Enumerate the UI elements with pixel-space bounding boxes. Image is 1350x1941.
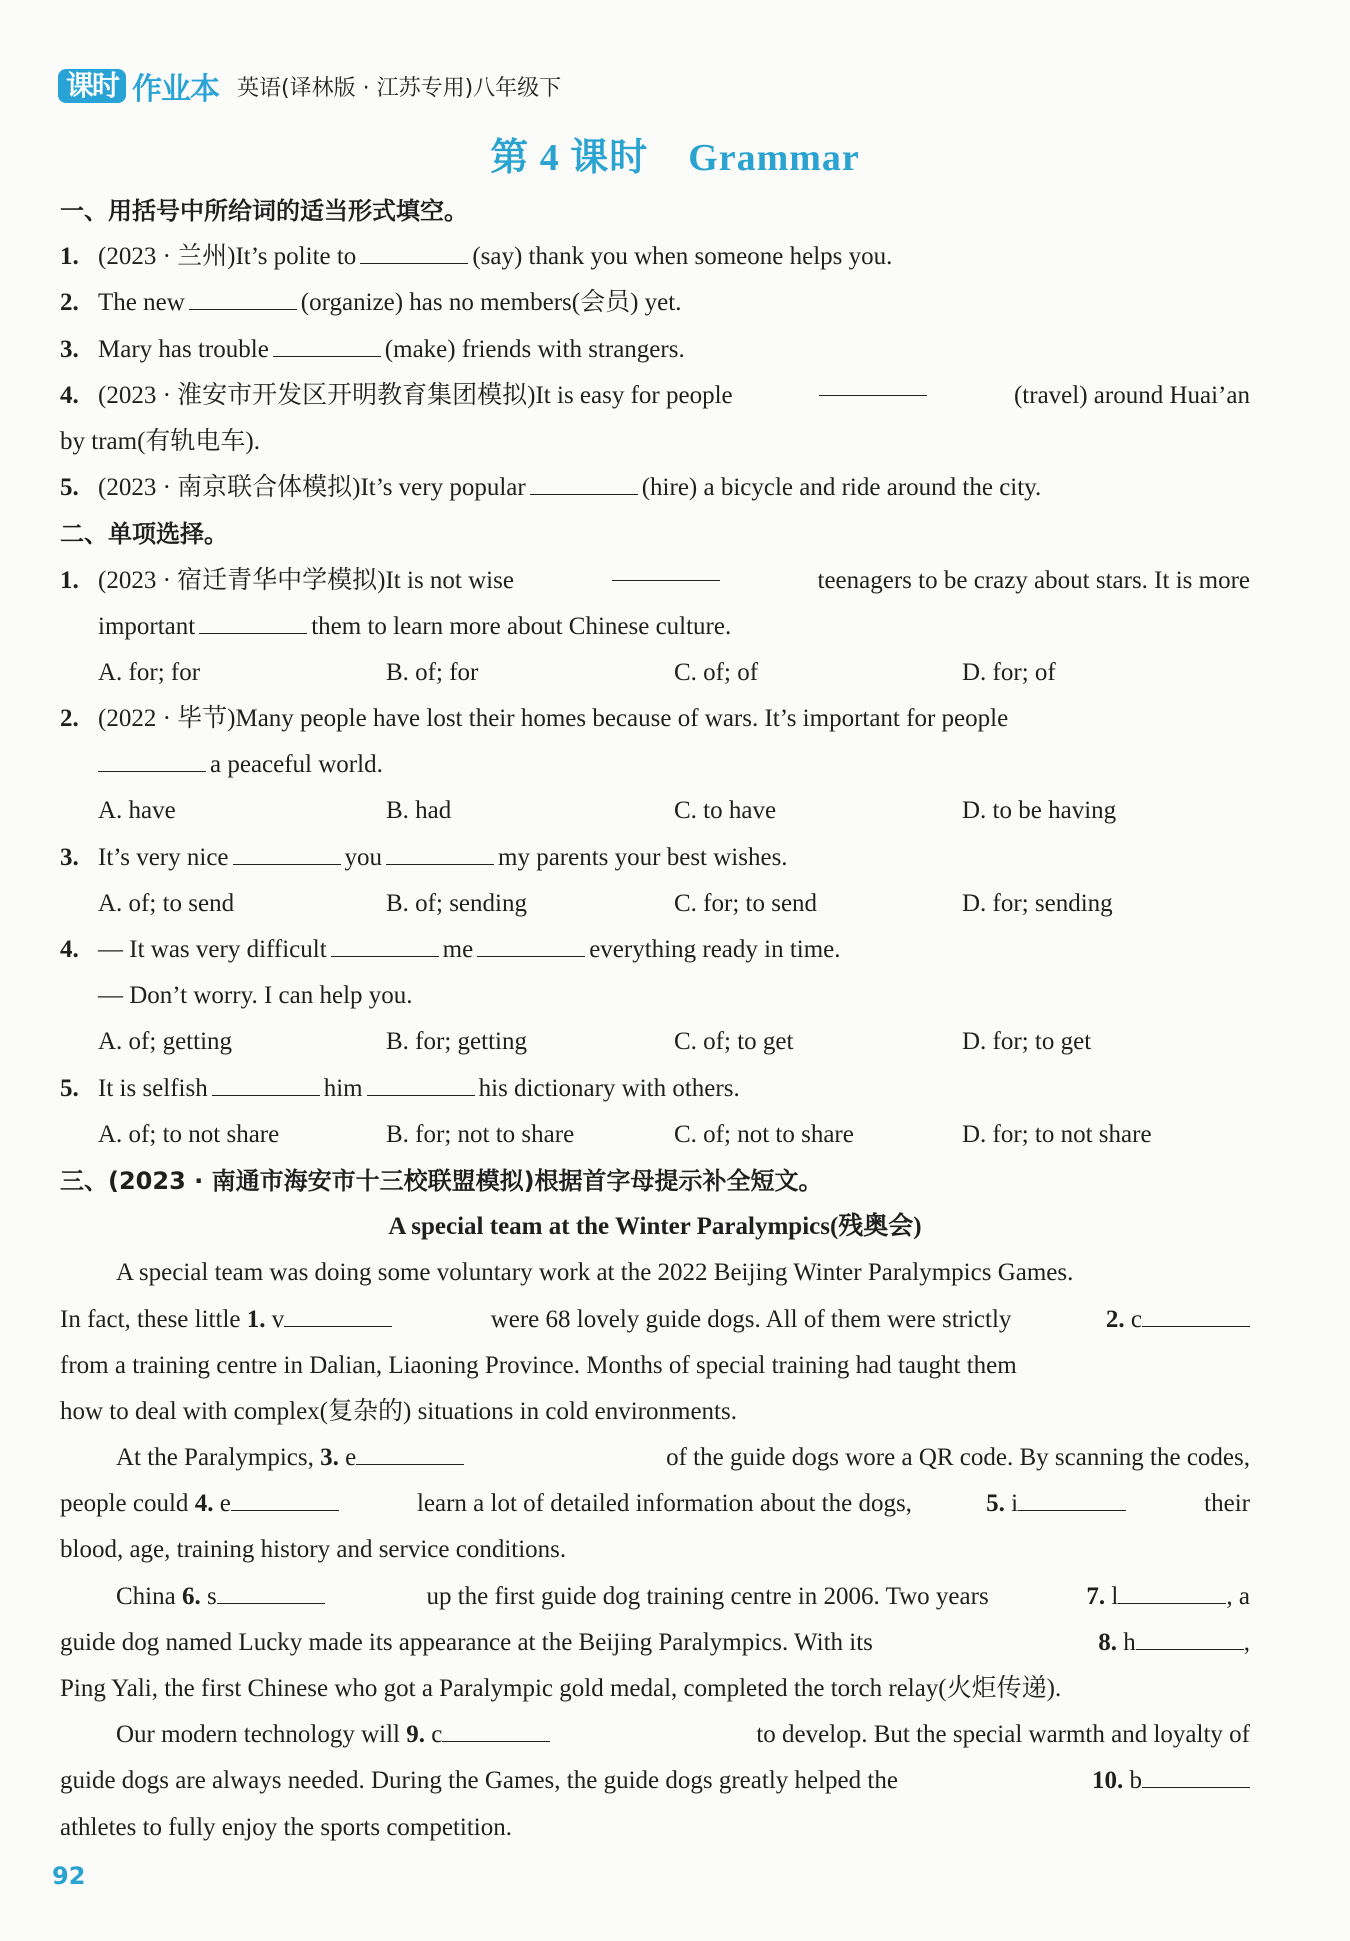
option-c[interactable]: C. of; not to share (674, 1120, 854, 1148)
question-line (60, 234, 1250, 280)
blank-number: 10. (1092, 1767, 1124, 1795)
question-text: a peaceful world. (210, 751, 383, 779)
option-b[interactable]: B. of; sending (386, 889, 527, 917)
logo-text: 作业本 (132, 72, 220, 107)
option-a[interactable]: A. have (98, 797, 176, 825)
page-title (0, 126, 1350, 181)
initial-letter: c (1130, 1305, 1142, 1333)
passage-text: up the first guide dog training centre in 2006. Two years (426, 1582, 989, 1610)
page-number: 92 (52, 1862, 86, 1890)
answer-blank[interactable] (367, 1073, 475, 1096)
logo-box: 课时 (58, 69, 126, 103)
answer-blank[interactable] (1018, 1488, 1126, 1511)
question-text: them to learn more about Chinese culture. (311, 612, 732, 640)
question-line (60, 1066, 1250, 1112)
initial-letter: l (1111, 1582, 1119, 1610)
option-b[interactable]: B. had (386, 797, 452, 825)
question-number: 4. (60, 936, 79, 963)
passage-line (60, 1620, 1250, 1666)
question-text: my parents your best wishes. (498, 843, 788, 871)
option-d[interactable]: D. for; to get (962, 1028, 1092, 1056)
answer-blank[interactable] (1118, 1581, 1226, 1604)
blank-number: 7. (1086, 1582, 1106, 1610)
passage-line: blood, age, training history and service conditions. (60, 1536, 567, 1564)
initial-letter: s (206, 1582, 217, 1610)
passage-text: were 68 lovely guide dogs. All of them were strictly (490, 1305, 1012, 1333)
question-number: 1. (60, 566, 79, 594)
blank-number: 3. (320, 1444, 339, 1472)
question-line (60, 696, 1250, 742)
passage-text: In fact, these little (60, 1305, 241, 1333)
question-text: (2023 · 淮安市开发区开明教育集团模拟)It is easy for people (98, 381, 733, 409)
answer-blank[interactable] (386, 842, 494, 865)
initial-letter: e (345, 1444, 357, 1472)
answer-blank[interactable] (284, 1304, 392, 1327)
question-text: It is selfish (98, 1074, 208, 1102)
passage-line (60, 1758, 1250, 1804)
question-text: (travel) around Huai’an (1013, 381, 1250, 409)
option-c[interactable]: C. of; of (674, 658, 759, 686)
answer-blank[interactable] (612, 558, 720, 581)
question-text: (hire) a bicycle and ride around the city. (641, 474, 1042, 502)
options-row (60, 650, 1250, 696)
question-line (60, 280, 1250, 326)
passage-line (60, 1712, 1250, 1758)
passage-text: , a (1226, 1582, 1250, 1610)
passage-line (60, 1435, 1250, 1481)
option-d[interactable]: D. for; to not share (962, 1120, 1152, 1148)
question-number: 3. (60, 335, 79, 363)
passage-text: to develop. But the special warmth and loyalty of (756, 1721, 1250, 1749)
question-line-continued (60, 604, 1250, 650)
answer-blank[interactable] (331, 934, 439, 957)
question-text: It’s very nice (98, 843, 229, 871)
answer-blank[interactable] (477, 934, 585, 957)
question-text: — It was very difficult (98, 936, 327, 963)
section-heading: 二、单项选择。 (60, 520, 228, 549)
option-c[interactable]: C. for; to send (674, 889, 818, 917)
question-text: teenagers to be crazy about stars. It is more (817, 566, 1250, 594)
passage-text: China (116, 1582, 176, 1610)
option-d[interactable]: D. for; of (962, 658, 1056, 686)
question-text: everything ready in time. (589, 936, 841, 963)
option-a[interactable]: A. of; to send (98, 889, 235, 917)
answer-blank[interactable] (199, 611, 307, 634)
question-line-continued: by tram(有轨电车). (60, 427, 260, 455)
question-text: me (442, 936, 474, 963)
question-text: Mary has trouble (98, 335, 269, 363)
question-line (60, 835, 1250, 881)
section-heading: 一、用括号中所给词的适当形式填空。 (60, 197, 468, 225)
option-a[interactable]: A. of; to not share (98, 1120, 280, 1148)
question-number: 5. (60, 474, 79, 502)
passage-line (60, 1481, 1250, 1527)
answer-blank[interactable] (442, 1719, 550, 1742)
answer-blank[interactable] (1142, 1765, 1250, 1788)
question-number: 2. (60, 705, 79, 733)
blank-number: 2. (1105, 1305, 1125, 1333)
options-row (60, 881, 1250, 927)
passage-line (60, 1574, 1250, 1620)
question-text: (organize) has no members(会员) yet. (300, 289, 682, 317)
passage-line (60, 1297, 1250, 1343)
initial-letter: v (271, 1305, 285, 1333)
question-number: 1. (60, 243, 79, 271)
lesson-topic: Grammar (688, 137, 860, 179)
option-d[interactable]: D. for; sending (962, 889, 1113, 917)
option-b[interactable]: B. of; for (386, 658, 479, 686)
question-text: (2023 · 兰州)It’s polite to (98, 243, 357, 271)
passage-text: guide dog named Lucky made its appearance at the Beijing Paralympics. With its (60, 1628, 873, 1656)
passage-text: At the Paralympics, (116, 1444, 314, 1472)
question-line-continued: — Don’t worry. I can help you. (98, 982, 413, 1010)
question-text: you (344, 843, 383, 871)
book-logo (58, 64, 219, 108)
answer-blank[interactable] (819, 373, 927, 396)
question-text: important (98, 612, 196, 640)
question-line (60, 558, 1250, 604)
series-title: 英语(译林版 · 江苏专用)八年级下 (237, 75, 562, 101)
passage-text: , (1243, 1628, 1250, 1656)
exercise-content (60, 188, 1250, 1851)
question-text: (2023 · 南京联合体模拟)It’s very popular (98, 474, 526, 502)
option-a[interactable]: A. of; getting (98, 1028, 233, 1056)
answer-blank[interactable] (1142, 1304, 1250, 1327)
options-row (60, 1112, 1250, 1158)
passage-line: athletes to fully enjoy the sports competition. (60, 1813, 513, 1841)
passage-text: their (1204, 1490, 1250, 1518)
question-text: (say) thank you when someone helps you. (472, 243, 893, 271)
question-text: The new (98, 289, 185, 317)
passage-line: how to deal with complex(复杂的) situations in cold environments. (60, 1397, 737, 1425)
passage-text: guide dogs are always needed. During the Games, the guide dogs greatly helped the (60, 1767, 898, 1795)
answer-blank[interactable] (231, 1488, 339, 1511)
options-row (60, 788, 1250, 834)
question-text: (2023 · 宿迁青华中学模拟)It is not wise (98, 566, 514, 594)
question-text: his dictionary with others. (478, 1074, 740, 1102)
option-c[interactable]: C. of; to get (674, 1028, 794, 1056)
lesson-number: 第 4 课时 (490, 137, 649, 179)
blank-number: 6. (181, 1582, 201, 1610)
blank-number: 5. (986, 1490, 1005, 1518)
question-text: him (323, 1074, 363, 1102)
option-a[interactable]: A. for; for (98, 658, 201, 686)
initial-letter: c (431, 1721, 443, 1749)
answer-blank[interactable] (233, 842, 341, 865)
question-text: (2022 · 毕节)Many people have lost their homes because of wars. It’s important for people (98, 705, 1009, 733)
initial-letter: i (1011, 1490, 1019, 1518)
section-heading: 三、(2023 · 南通市海安市十三校联盟模拟)根据首字母提示补全短文。 (60, 1166, 823, 1195)
initial-letter: b (1129, 1767, 1142, 1795)
answer-blank[interactable] (360, 241, 468, 264)
answer-blank[interactable] (273, 334, 381, 357)
answer-blank[interactable] (530, 472, 638, 495)
question-number: 5. (60, 1074, 79, 1102)
options-row (60, 1019, 1250, 1065)
passage-text: learn a lot of detailed information about the dogs, (416, 1490, 912, 1518)
option-d[interactable]: D. to be having (962, 797, 1117, 825)
passage-text: people could (60, 1490, 189, 1518)
question-number: 4. (60, 381, 79, 409)
question-number: 2. (60, 289, 79, 317)
blank-number: 9. (406, 1721, 425, 1749)
passage-title: A special team at the Winter Paralympics(残奥会) (388, 1213, 922, 1241)
answer-blank[interactable] (189, 287, 297, 310)
initial-letter: e (219, 1490, 231, 1518)
question-line-continued (60, 742, 1250, 788)
blank-number: 4. (194, 1490, 214, 1518)
book-header (58, 64, 561, 108)
question-line (60, 373, 1250, 419)
option-b[interactable]: B. for; getting (386, 1028, 527, 1056)
question-text: (make) friends with strangers. (384, 335, 685, 363)
option-c[interactable]: C. to have (674, 797, 777, 825)
answer-blank[interactable] (98, 749, 206, 772)
passage-line: A special team was doing some voluntary work at the 2022 Beijing Winter Paralympics Games. (116, 1259, 1074, 1287)
question-number: 3. (60, 843, 79, 871)
blank-number: 1. (246, 1305, 266, 1333)
answer-blank[interactable] (356, 1442, 464, 1465)
option-b[interactable]: B. for; not to share (386, 1120, 575, 1148)
passage-line: from a training centre in Dalian, Liaoning Province. Months of special training had taught them (60, 1351, 1017, 1379)
question-line (60, 327, 1250, 373)
blank-number: 8. (1098, 1628, 1117, 1656)
answer-blank[interactable] (212, 1073, 320, 1096)
passage-text: Our modern technology will (116, 1721, 400, 1749)
passage-line: Ping Yali, the first Chinese who got a Paralympic gold medal, completed the torch relay(火炬传递). (60, 1675, 1062, 1702)
answer-blank[interactable] (217, 1581, 325, 1604)
question-line (60, 465, 1250, 511)
passage-text: of the guide dogs wore a QR code. By scanning the codes, (666, 1444, 1250, 1472)
initial-letter: h (1123, 1628, 1136, 1656)
answer-blank[interactable] (1136, 1627, 1244, 1650)
question-line (60, 927, 1250, 973)
